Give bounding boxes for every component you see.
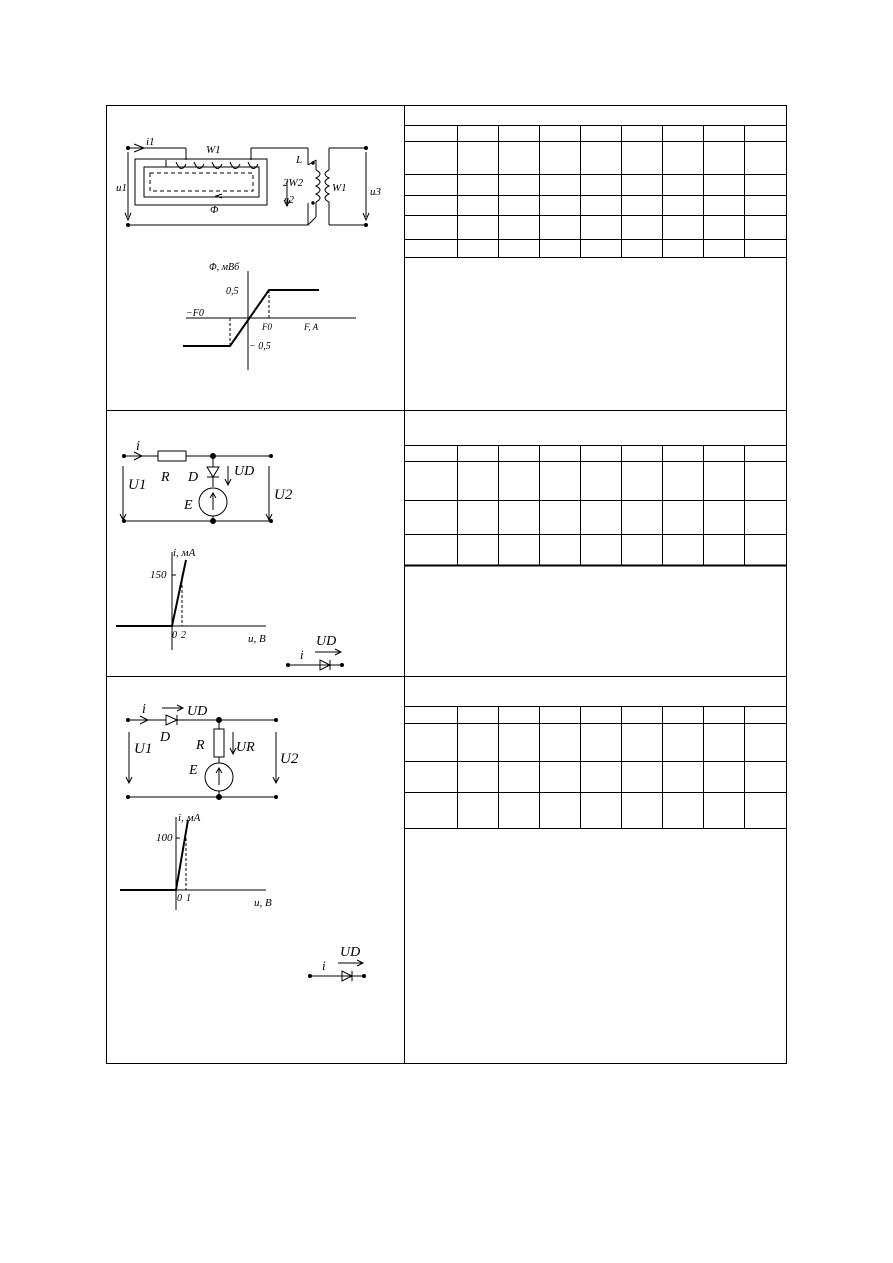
diode-reference-legend-2 <box>302 937 382 987</box>
x-tick-zero: 0 <box>177 893 182 904</box>
y-axis-label: i, мА <box>173 547 196 559</box>
answer-grid-3 <box>404 677 787 1064</box>
pos-level-label: 0,5 <box>226 286 239 297</box>
output-voltage-label: u3 <box>370 186 381 198</box>
y-tick-label: 150 <box>150 569 167 581</box>
y-axis-label: Φ, мВб <box>209 262 240 273</box>
legend-current: i <box>300 647 304 662</box>
x-tick-value: 1 <box>186 893 191 904</box>
magnetization-characteristic <box>106 255 404 375</box>
x-axis-label: u, B <box>248 633 266 645</box>
diode-reference-legend-1 <box>280 625 360 675</box>
legend-current: i <box>322 958 326 973</box>
source-label: E <box>184 498 193 513</box>
current-label: i <box>142 702 146 717</box>
neg-knee-label: −F0 <box>186 308 204 319</box>
answer-grid-2 <box>404 411 787 676</box>
y-tick-label: 100 <box>156 832 173 844</box>
legend-voltage: UD <box>316 634 337 649</box>
current-label: i1 <box>146 136 155 148</box>
source-label: E <box>189 763 198 778</box>
resistor-label: R <box>161 470 170 485</box>
x-axis-label: u, B <box>254 897 272 909</box>
x-axis-label: F, A <box>304 322 319 332</box>
input-voltage-label: U1 <box>134 741 153 757</box>
input-voltage-label: u1 <box>116 182 127 194</box>
output-voltage-label: U2 <box>274 487 293 503</box>
resistor-voltage-label: UR <box>236 740 255 755</box>
diode-label: D <box>188 470 199 485</box>
diode-voltage-label: UD <box>187 704 208 719</box>
winding1-label: W1 <box>206 144 221 156</box>
input-voltage-label: U1 <box>128 477 147 493</box>
inductor-label: L <box>296 154 303 166</box>
resistor-label: R <box>196 738 205 753</box>
x-tick-zero: 0 <box>172 630 177 641</box>
diode-label: D <box>160 730 171 745</box>
legend-voltage: UD <box>340 945 361 960</box>
y-axis-label: i, мА <box>178 812 201 824</box>
mid-voltage-label: u2 <box>284 195 294 206</box>
pos-knee-label: F0 <box>262 322 272 332</box>
winding2-label: 2W2 <box>283 177 304 189</box>
diode-characteristic-2 <box>106 805 404 915</box>
current-label: i <box>136 439 140 454</box>
flux-label: Φ <box>210 204 219 216</box>
winding3-label: W1 <box>332 182 347 194</box>
output-voltage-label: U2 <box>280 751 299 767</box>
answer-grid-1 <box>404 105 787 410</box>
neg-level-label: − 0,5 <box>249 341 271 352</box>
x-tick-value: 2 <box>181 630 186 641</box>
diode-voltage-label: UD <box>234 464 255 479</box>
